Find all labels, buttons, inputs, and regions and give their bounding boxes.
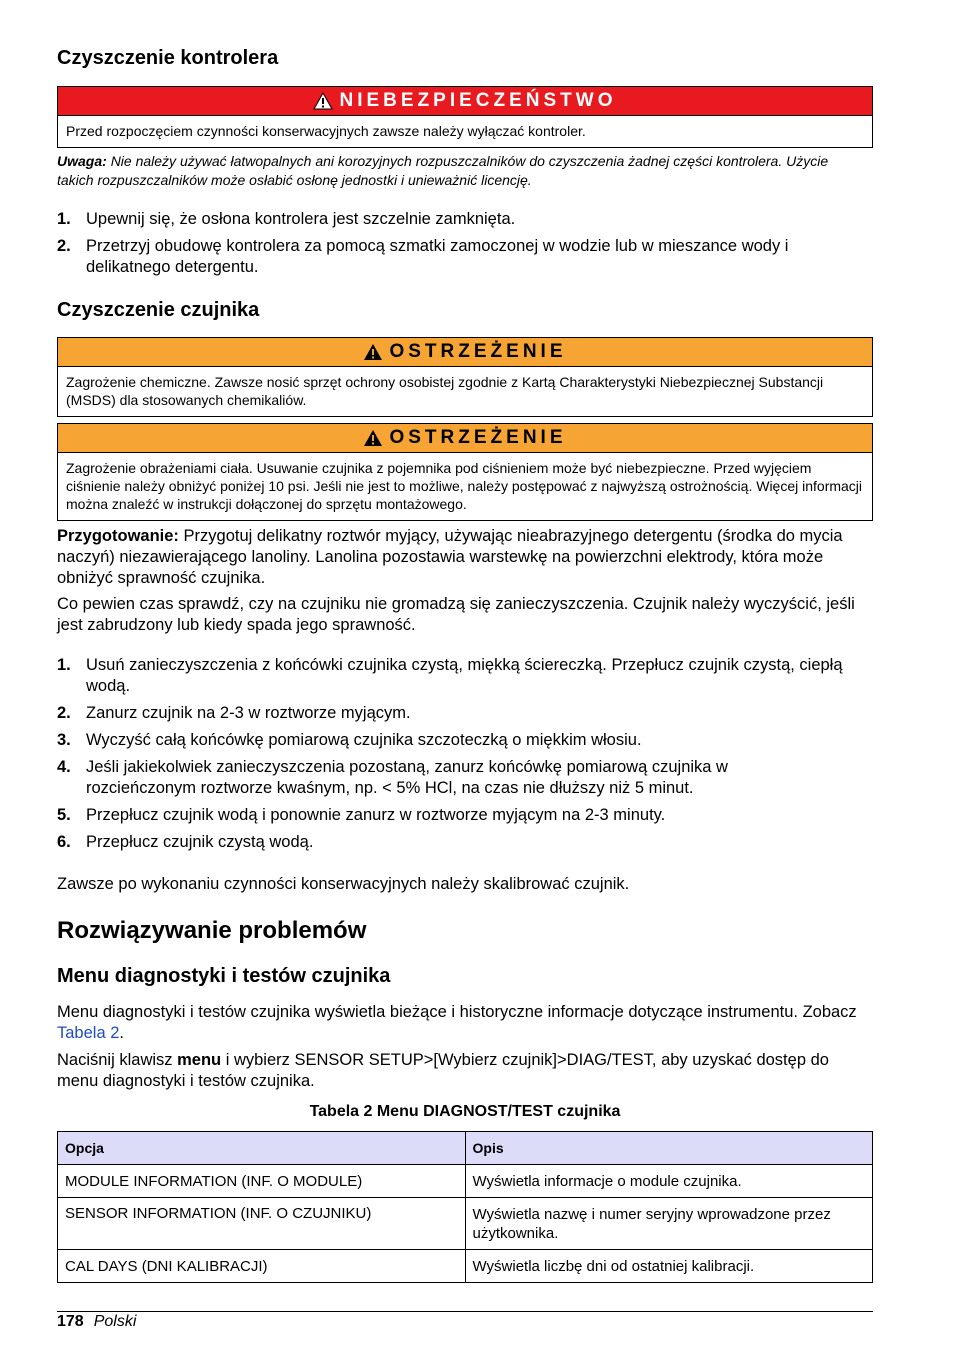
footer (57, 1313, 136, 1331)
menu-key: menu (177, 1051, 222, 1069)
section-title-troubleshooting: Rozwiązywanie problemów (57, 917, 367, 944)
note (57, 152, 847, 190)
diag-test-table (57, 1131, 873, 1283)
inspection-paragraph: Co pewien czas sprawdź, czy na czujniku nie gromadzą się zanieczyszczenia. Czujnik należy wyczyścić, jeśli jest zabrudzony lub kiedy spada jego sprawność. (57, 595, 855, 634)
section-title-controller-cleaning: Czyszczenie kontrolera (57, 47, 279, 69)
controller-steps (57, 209, 873, 284)
section-title-sensor-cleaning: Czyszczenie czujnika (57, 299, 260, 321)
menu-instruction-paragraph: Naciśnij klawisz menu i wybierz SENSOR SETUP>[Wybierz czujnik]>DIAG/TEST, aby uzyskać dostęp do menu diagnostyki i testów czujnika. (57, 1051, 829, 1090)
warning-box-injury (57, 423, 873, 521)
section-title-diagnostics-menu: Menu diagnostyki i testów czujnika (57, 965, 391, 987)
warning-text: Zagrożenie obrażeniami ciała. Usuwanie czujnika z pojemnika pod ciśnieniem może być niebezpieczne. Przed wyjęciem ciśnienie należy obniżyć poniżej 10 psi. Jeśli nie jest to możliwe, należy postępować z najwyższą ostrożnością. Więcej informacji można znaleźć w instrukcji dołączonej do sprzętu montażowego. (66, 460, 863, 512)
warning-triangle-icon (363, 343, 383, 361)
preparation-text: Przygotuj delikatny roztwór myjący, używając nieabrazyjnego detergentu (środka do mycia naczyń) niezawierającego lanoliny. Lanolina pozostawia warstewkę na powierzchni elektrody, która może obniżyć sprawność czujnika. (57, 527, 843, 587)
note-label: Uwaga: (57, 153, 107, 169)
warning-header (58, 424, 872, 453)
table-row (58, 1250, 873, 1283)
table-cell: Wyświetla nazwę i numer seryjny wprowadzone przez użytkownika. (465, 1198, 873, 1250)
danger-box (57, 86, 873, 148)
list-item: 2. Zanurz czujnik na 2-3 w roztworze myjącym. (57, 704, 411, 722)
table-cell: Wyświetla liczbę dni od ostatniej kalibracji. (465, 1250, 873, 1283)
list-item: 5. Przepłucz czujnik wodą i ponownie zanurz w roztworze myjącym na 2-3 minuty. (57, 806, 666, 824)
danger-header (58, 87, 872, 116)
danger-label: NIEBEZPIECZEŃSTWO (339, 90, 617, 111)
list-item: 1. Upewnij się, że osłona kontrolera jest szczelnie zamknięta. (57, 210, 516, 228)
warning-box-chemical (57, 337, 873, 417)
footer-divider (57, 1311, 873, 1312)
closing-paragraph: Zawsze po wykonaniu czynności konserwacyjnych należy skalibrować czujnik. (57, 875, 630, 893)
table-header-row (58, 1132, 873, 1165)
table-cell: MODULE INFORMATION (INF. O MODULE) (58, 1165, 466, 1198)
preparation-paragraph (57, 526, 867, 589)
note-text: Nie należy używać łatwopalnych ani korozyjnych rozpuszczalników do czyszczenia żadnej części kontrolera. Użycie takich rozpuszczalników może osłabić osłonę jednostki i unieważnić licencję. (57, 153, 829, 188)
table-cell: CAL DAYS (DNI KALIBRACJI) (58, 1250, 466, 1283)
warning-label: OSTRZEŻENIE (389, 341, 567, 362)
page-number: 178 (57, 1313, 84, 1330)
column-header: Opcja (58, 1132, 466, 1165)
warning-triangle-icon (313, 92, 333, 110)
column-header: Opis (465, 1132, 873, 1165)
warning-triangle-icon (363, 429, 383, 447)
list-item: 3. Wyczyść całą końcówkę pomiarową czujnika szczoteczką o miękkim włosiu. (57, 731, 642, 749)
table-caption: Tabela 2 Menu DIAGNOST/TEST czujnika (309, 1103, 621, 1120)
table-row (58, 1198, 873, 1250)
danger-text: Przed rozpoczęciem czynności konserwacyjnych zawsze należy wyłączać kontroler. (66, 123, 586, 139)
footer-language: Polski (93, 1313, 137, 1330)
list-item: 2. Przetrzyj obudowę kontrolera za pomocą szmatki zamoczonej w wodzie lub w mieszance wody i delikatnego detergentu. (57, 237, 789, 276)
table-cell: Wyświetla informacje o module czujnika. (465, 1165, 873, 1198)
sensor-steps (57, 655, 873, 859)
table-2-link[interactable]: Tabela 2 (57, 1024, 120, 1042)
list-item: 1. Usuń zanieczyszczenia z końcówki czujnika czystą, miękką ściereczką. Przepłucz czujnik czystą, ciepłą wodą. (57, 656, 843, 695)
preparation-label: Przygotowanie: (57, 527, 179, 545)
warning-header (58, 338, 872, 367)
list-item: 6. Przepłucz czujnik czystą wodą. (57, 833, 314, 851)
table-cell: SENSOR INFORMATION (INF. O CZUJNIKU) (58, 1198, 466, 1250)
warning-text: Zagrożenie chemiczne. Zawsze nosić sprzęt ochrony osobistej zgodnie z Kartą Charakterystyki Niebezpiecznej Substancji (MSDS) dla stosowanych chemikaliów. (66, 374, 824, 408)
list-item: 4. Jeśli jakiekolwiek zanieczyszczenia pozostaną, zanurz końcówkę pomiarową czujnika w rozcieńczonym roztworze kwaśnym, np. < 5% HCl, na czas nie dłuższy niż 5 minut. (57, 758, 728, 797)
diagnostics-paragraph: Menu diagnostyki i testów czujnika wyświetla bieżące i historyczne informacje dotyczące instrumentu. Zobacz Tabela 2. (57, 1003, 857, 1042)
warning-label: OSTRZEŻENIE (389, 427, 567, 448)
table-row (58, 1165, 873, 1198)
